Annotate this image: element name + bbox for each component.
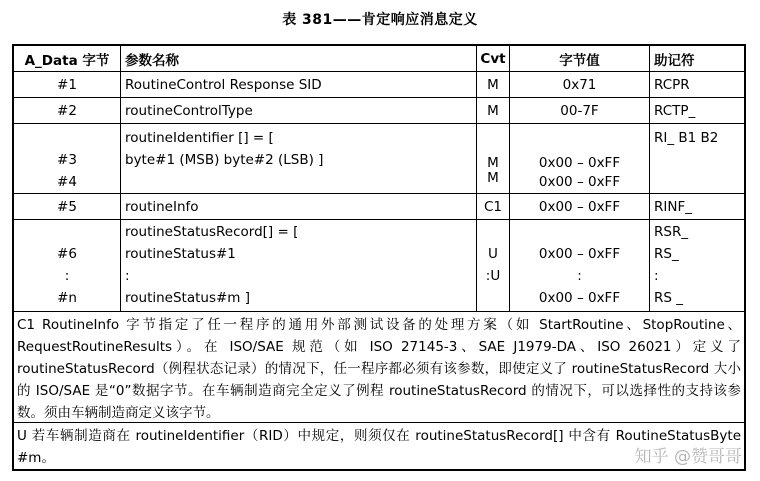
param-name-cell: routineStatusRecord[] = [ [125,224,299,240]
mnemonic-cell: RS_ [654,246,679,262]
byte-value-cell: 00-7F [560,102,599,119]
cvt-cell: M [487,155,499,171]
param-name-cell [125,171,472,193]
note-u-text: U 若车辆制造商在 routineIdentifier（RID）中规定，则须仅在 routineStatusRecord[] 中含有 RoutineStatusByte #m。 [17,428,741,466]
byte-value-cell: : [577,268,582,284]
param-name-cell: routineInfo [125,198,199,215]
table-row [14,72,744,98]
a-data-cell: #4 [57,174,77,190]
cvt-cell: M [487,170,499,186]
param-name-cell: routineStatus#m ] [125,290,251,306]
table-header-row [14,46,744,72]
param-name-cell: : [125,268,130,284]
table-caption: 表 381——肯定响应消息定义 [282,12,478,28]
cvt-cell: C1 [483,198,502,215]
param-name-cell: routineControlType [125,102,253,119]
byte-value-cell: 0x00 – 0xFF [538,174,621,190]
mnemonic-cell: RINF_ [654,198,692,215]
a-data-cell: #3 [57,152,77,168]
note-c1 [14,312,744,422]
param-name-cell: routineStatus#1 [125,246,236,262]
a-data-cell: #n [57,290,77,306]
param-name-cell: routineIdentifier [] = [ [125,130,274,146]
cvt-cell: M [487,102,499,119]
a-data-cell: #2 [57,102,77,119]
a-data-cell: #1 [57,76,77,93]
mnemonic-cell: RSR_ [654,224,689,240]
param-name-cell: byte#1 (MSB) byte#2 (LSB) ] [125,152,324,168]
header-cvt: Cvt [477,46,510,71]
cvt-cell: :U [485,268,501,284]
mnemonic-cell: RI_ B1 B2 [654,130,719,146]
byte-value-cell: 0x00 – 0xFF [538,198,621,215]
a-data-cell: #6 [57,246,77,262]
a-data-cell: : [64,268,70,284]
byte-value-cell: 0x00 – 0xFF [538,246,621,262]
table-row [14,124,744,194]
a-data-cell: #5 [57,198,77,215]
mnemonic-cell: RCTP_ [654,102,696,119]
watermark: 知乎 @赞哥哥 [634,447,742,467]
header-param-name: 参数名称 [121,46,477,71]
note-c1-text: C1 RoutineInfo 字节指定了任一程序的通用外部测试设备的处理方案（如 StartRoutine、StopRoutine、RequestRoutineResults）。在 ISO/SAE 规范（如 ISO 27145-3、SAE J1979-DA、ISO 26021）定义了 routineStatusRecord（例程状态记录）的情况下，任一程序都必须有该参数，即使定义了 routineStatusRecord 大小的 ISO/SAE 是“0”数据字节。在车辆制造商完全定义了例程 routineStatusRecord 的情况下，可以选择性的支持该参数。须由车辆制造商定义该字节。 [17,317,741,421]
byte-value-cell: 0x00 – 0xFF [538,290,621,306]
mnemonic-cell: : [654,268,659,284]
param-name-cell: RoutineControl Response SID [125,76,322,93]
table-row [14,194,744,220]
mnemonic-cell: RCPR [654,76,690,93]
table-row [14,98,744,124]
mnemonic-cell: RS _ [654,290,683,306]
table-row [14,220,744,312]
cvt-cell: M [487,76,499,93]
header-a-data: A_Data 字节 [14,46,121,71]
byte-value-cell: 0x71 [562,76,597,93]
header-mnemonic: 助记符 [654,52,695,69]
cvt-cell: U [488,246,498,262]
response-definition-table [12,44,746,471]
byte-value-cell: 0x00 – 0xFF [538,155,621,171]
header-byte-value: 字节值 [510,46,650,71]
